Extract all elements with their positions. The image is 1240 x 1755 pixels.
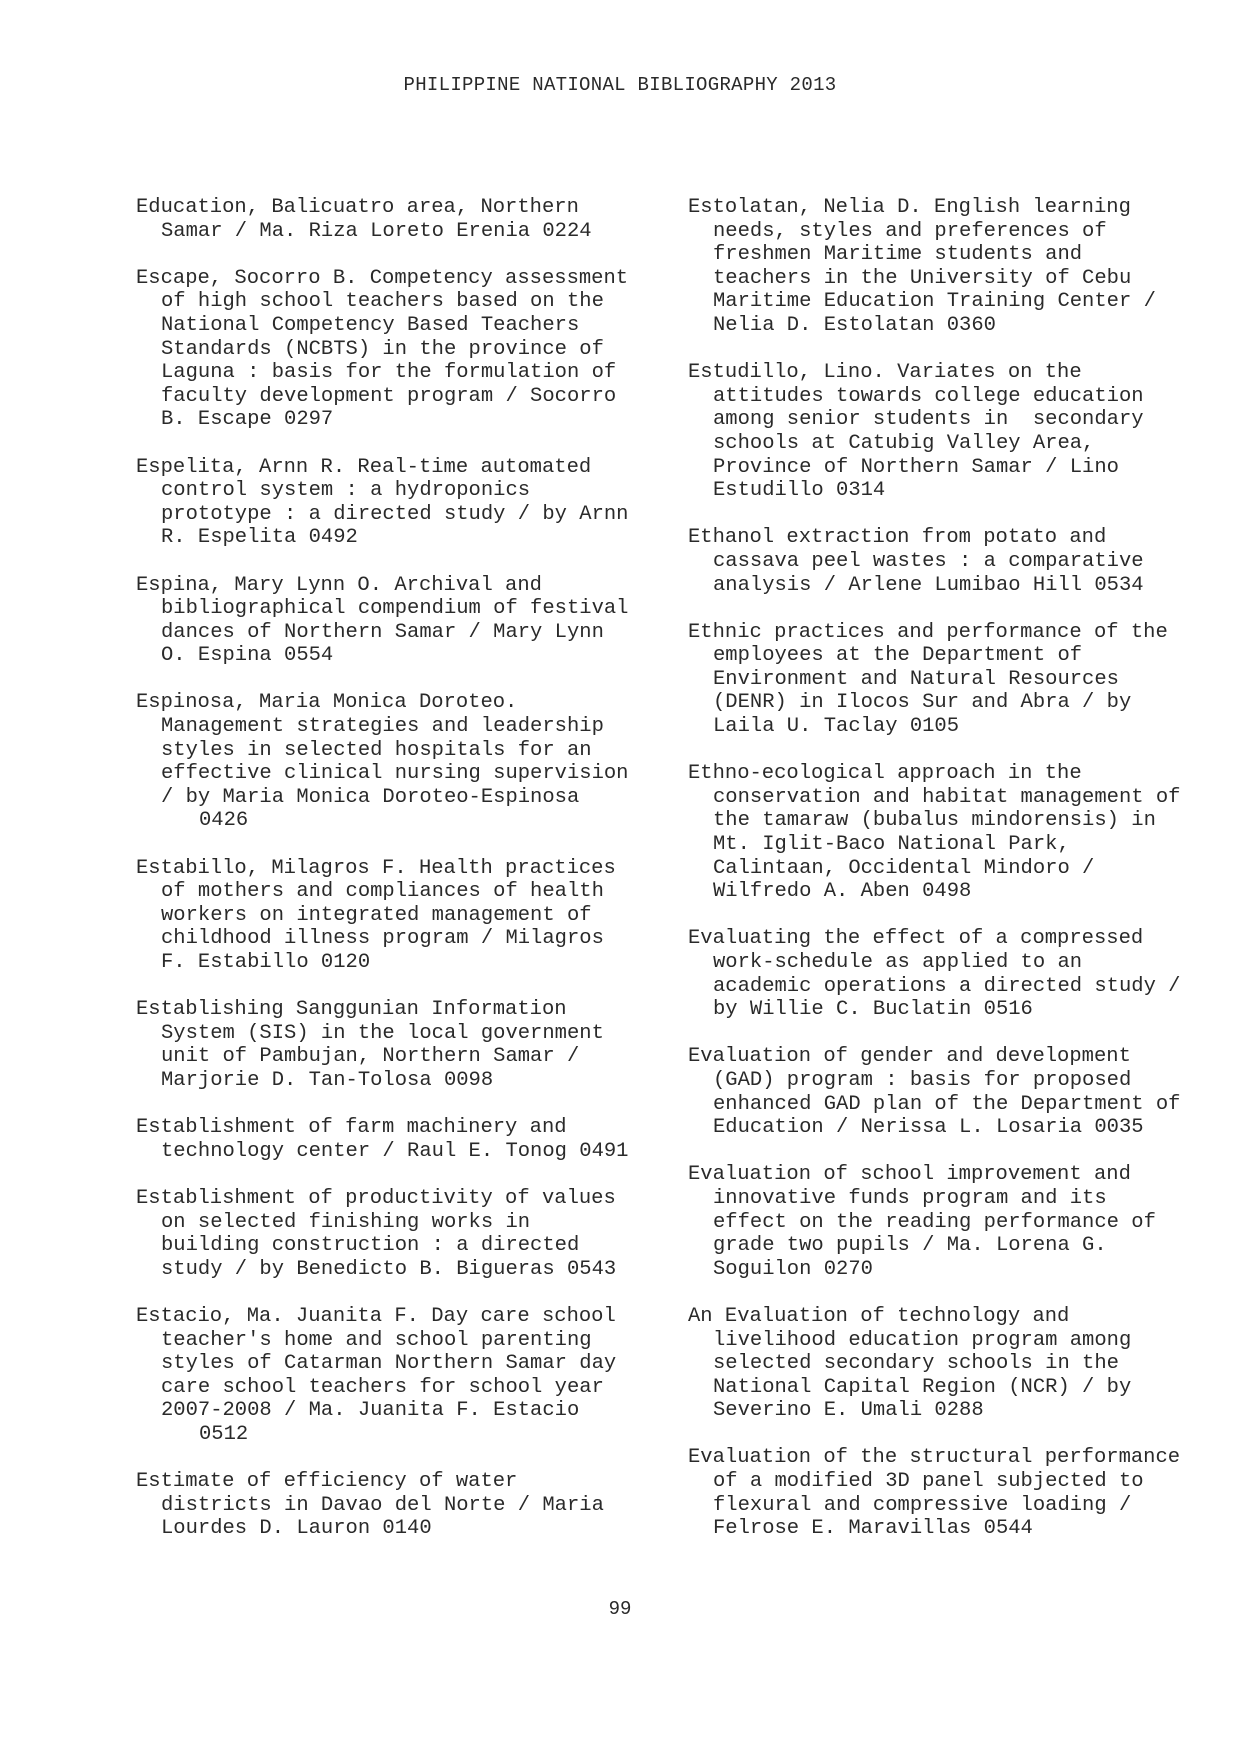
entry-first-line: Establishment of farm machinery and <box>136 1116 567 1140</box>
entry-continuation-line: of a modified 3D panel subjected to <box>713 1470 1144 1494</box>
bibliography-entry <box>136 456 656 550</box>
bibliography-entry <box>136 1116 656 1163</box>
page-number: 99 <box>608 1598 632 1620</box>
entry-continuation-line: Management strategies and leadership <box>161 715 604 739</box>
entry-continuation-line: Maritime Education Training Center / <box>713 290 1156 314</box>
entry-continuation-line: cassava peel wastes : a comparative <box>713 549 1144 573</box>
entry-continuation-line: 0512 <box>199 1422 249 1446</box>
entry-continuation-line: B. Escape 0297 <box>161 408 334 432</box>
bibliography-entry <box>688 762 1208 904</box>
entry-continuation-line: Wilfredo A. Aben 0498 <box>713 880 972 904</box>
entry-continuation-line: needs, styles and preferences of <box>713 219 1107 243</box>
entry-continuation-line: the tamaraw (bubalus mindorensis) in <box>713 809 1156 833</box>
entry-continuation-line: effective clinical nursing supervision <box>161 762 629 786</box>
bibliography-entry <box>136 196 656 243</box>
entry-continuation-line: styles in selected hospitals for an <box>161 738 592 762</box>
entry-continuation-line: R. Espelita 0492 <box>161 526 358 550</box>
entry-continuation-line: on selected finishing works in <box>161 1210 531 1234</box>
entry-first-line: Education, Balicuatro area, Northern <box>136 196 579 219</box>
entry-continuation-line: (DENR) in Ilocos Sur and Abra / by <box>713 691 1132 715</box>
bibliography-entry <box>688 196 1208 338</box>
bibliography-entry <box>136 691 656 833</box>
entry-first-line: Evaluating the effect of a compressed <box>688 927 1144 951</box>
entry-first-line: Establishment of productivity of values <box>136 1186 616 1210</box>
entry-first-line: Evaluation of gender and development <box>688 1045 1131 1069</box>
entry-continuation-line: System (SIS) in the local government <box>161 1021 604 1045</box>
entry-continuation-line: attitudes towards college education <box>713 384 1144 408</box>
entry-first-line: Estolatan, Nelia D. English learning <box>688 196 1131 219</box>
entry-continuation-line: effect on the reading performance of <box>713 1210 1156 1234</box>
bibliography-entry <box>136 1305 656 1447</box>
right-column <box>688 196 1208 1564</box>
entry-continuation-line: Lourdes D. Lauron 0140 <box>161 1517 432 1541</box>
entry-continuation-line: dances of Northern Samar / Mary Lynn <box>161 620 604 644</box>
entry-continuation-line: analysis / Arlene Lumibao Hill 0534 <box>713 573 1144 597</box>
entry-continuation-line: Province of Northern Samar / Lino <box>713 455 1119 479</box>
entry-continuation-line: selected secondary schools in the <box>713 1352 1119 1376</box>
entry-continuation-line: Standards (NCBTS) in the province of <box>161 337 604 361</box>
entry-continuation-line: Mt. Iglit-Baco National Park, <box>713 833 1070 857</box>
bibliography-entry <box>136 857 656 975</box>
entry-continuation-line: (GAD) program : basis for proposed <box>713 1068 1132 1092</box>
entry-first-line: Estabillo, Milagros F. Health practices <box>136 856 616 880</box>
entry-continuation-line: schools at Catubig Valley Area, <box>713 431 1095 455</box>
entry-first-line: Ethnic practices and performance of the <box>688 620 1168 644</box>
entry-continuation-line: academic operations a directed study / <box>713 974 1181 998</box>
entry-continuation-line: 2007-2008 / Ma. Juanita F. Estacio <box>161 1399 580 1423</box>
entry-continuation-line: National Competency Based Teachers <box>161 313 580 337</box>
entry-continuation-line: Nelia D. Estolatan 0360 <box>713 313 996 337</box>
entry-continuation-line: flexural and compressive loading / <box>713 1493 1132 1517</box>
entry-first-line: Espina, Mary Lynn O. Archival and <box>136 573 542 597</box>
entry-continuation-line: Environment and Natural Resources <box>713 667 1119 691</box>
entry-first-line: Establishing Sanggunian Information <box>136 998 567 1022</box>
entry-continuation-line: / by Maria Monica Doroteo-Espinosa <box>161 785 580 809</box>
left-column <box>136 196 656 1564</box>
entry-first-line: Escape, Socorro B. Competency assessment <box>136 266 629 290</box>
entry-continuation-line: Laila U. Taclay 0105 <box>713 715 960 739</box>
entry-continuation-line: Education / Nerissa L. Losaria 0035 <box>713 1116 1144 1140</box>
entry-continuation-line: faculty development program / Socorro <box>161 384 617 408</box>
bibliography-entry <box>136 1187 656 1281</box>
bibliography-entry <box>688 1163 1208 1281</box>
entry-continuation-line: National Capital Region (NCR) / by <box>713 1375 1132 1399</box>
entry-continuation-line: Marjorie D. Tan-Tolosa 0098 <box>161 1068 494 1092</box>
entry-continuation-line: Samar / Ma. Riza Loreto Erenia 0224 <box>161 219 592 243</box>
entry-continuation-line: districts in Davao del Norte / Maria <box>161 1493 604 1517</box>
entry-continuation-line: of mothers and compliances of health <box>161 880 604 904</box>
bibliography-entry <box>688 621 1208 739</box>
entry-continuation-line: of high school teachers based on the <box>161 290 604 314</box>
entry-continuation-line: teacher's home and school parenting <box>161 1328 592 1352</box>
bibliography-entry <box>688 1305 1208 1423</box>
bibliography-entry <box>688 927 1208 1021</box>
entry-continuation-line: prototype : a directed study / by Arnn <box>161 502 629 526</box>
entry-continuation-line: study / by Benedicto B. Bigueras 0543 <box>161 1257 617 1281</box>
entry-continuation-line: Severino E. Umali 0288 <box>713 1399 984 1423</box>
entry-continuation-line: workers on integrated management of <box>161 903 592 927</box>
bibliography-entry <box>688 1446 1208 1540</box>
entry-continuation-line: teachers in the University of Cebu <box>713 266 1132 290</box>
entry-continuation-line: conservation and habitat management of <box>713 785 1181 809</box>
entry-continuation-line: technology center / Raul E. Tonog 0491 <box>161 1139 629 1163</box>
entry-first-line: Estacio, Ma. Juanita F. Day care school <box>136 1304 616 1328</box>
entry-continuation-line: livelihood education program among <box>713 1328 1132 1352</box>
entry-continuation-line: O. Espina 0554 <box>161 644 334 668</box>
entry-first-line: An Evaluation of technology and <box>688 1304 1070 1328</box>
entry-continuation-line: 0426 <box>199 809 249 833</box>
entry-first-line: Espinosa, Maria Monica Doroteo. <box>136 691 518 715</box>
entry-first-line: Estudillo, Lino. Variates on the <box>688 361 1082 385</box>
bibliography-entry <box>136 998 656 1092</box>
entry-continuation-line: by Willie C. Buclatin 0516 <box>713 998 1033 1022</box>
entry-continuation-line: among senior students in secondary <box>713 408 1144 432</box>
entry-continuation-line: building construction : a directed <box>161 1234 580 1258</box>
entry-continuation-line: Estudillo 0314 <box>713 479 886 503</box>
running-header: PHILIPPINE NATIONAL BIBLIOGRAPHY 2013 <box>403 74 837 96</box>
bibliography-entry <box>136 574 656 668</box>
bibliography-entry <box>688 361 1208 503</box>
entry-continuation-line: freshmen Maritime students and <box>713 243 1083 267</box>
entry-continuation-line: childhood illness program / Milagros <box>161 927 604 951</box>
entry-continuation-line: grade two pupils / Ma. Lorena G. <box>713 1234 1107 1258</box>
entry-first-line: Evaluation of school improvement and <box>688 1163 1131 1187</box>
entry-continuation-line: enhanced GAD plan of the Department of <box>713 1092 1181 1116</box>
entry-continuation-line: innovative funds program and its <box>713 1186 1107 1210</box>
entry-first-line: Espelita, Arnn R. Real-time automated <box>136 455 592 479</box>
entry-continuation-line: Laguna : basis for the formulation of <box>161 361 617 385</box>
entry-continuation-line: F. Estabillo 0120 <box>161 951 371 974</box>
entry-continuation-line: Calintaan, Occidental Mindoro / <box>713 856 1095 880</box>
entry-first-line: Evaluation of the structural performance <box>688 1446 1181 1470</box>
entry-continuation-line: care school teachers for school year <box>161 1375 604 1399</box>
entry-continuation-line: Felrose E. Maravillas 0544 <box>713 1517 1033 1541</box>
entry-continuation-line: work-schedule as applied to an <box>713 951 1083 974</box>
bibliography-entry <box>136 1470 656 1541</box>
bibliography-entry <box>136 267 656 432</box>
entry-continuation-line: Soguilon 0270 <box>713 1257 873 1281</box>
entry-first-line: Ethanol extraction from potato and <box>688 526 1107 550</box>
entry-continuation-line: control system : a hydroponics <box>161 479 531 503</box>
entry-continuation-line: employees at the Department of <box>713 644 1083 668</box>
entry-first-line: Estimate of efficiency of water <box>136 1470 518 1494</box>
entry-first-line: Ethno-ecological approach in the <box>688 762 1082 786</box>
entry-continuation-line: styles of Catarman Northern Samar day <box>161 1352 617 1376</box>
entry-continuation-line: bibliographical compendium of festival <box>161 597 629 621</box>
bibliography-entry <box>688 1045 1208 1139</box>
entry-continuation-line: unit of Pambujan, Northern Samar / <box>161 1045 580 1069</box>
bibliography-entry <box>688 526 1208 597</box>
